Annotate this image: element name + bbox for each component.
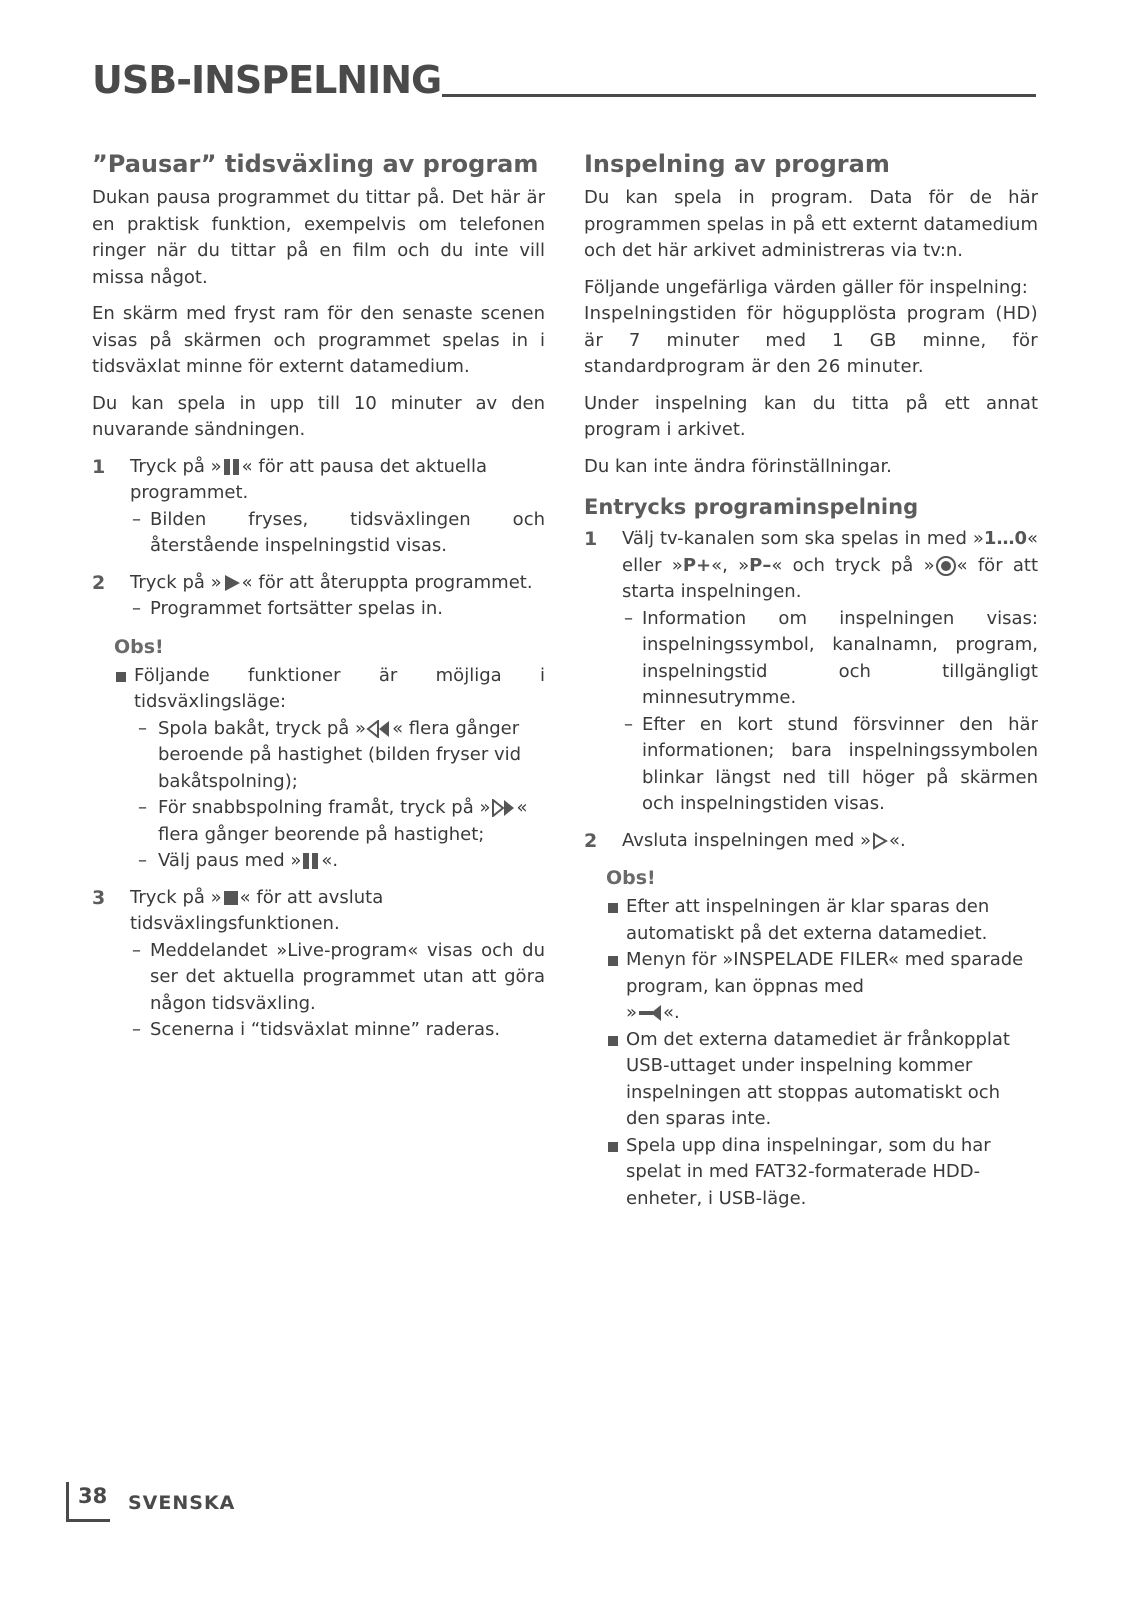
step-result-text: Bilden fryses, tidsväxlingen och återstående inspelningstid visas. <box>150 508 545 556</box>
bullet-square-icon <box>116 672 126 682</box>
step-text: Välj tv-kanalen som ska spelas in med » <box>622 528 984 549</box>
left-heading: ”Pausar” tidsväxling av program <box>92 150 539 178</box>
step-result: – Meddelandet »Live-program« visas och du ser det aktuella programmet utan att göra någon tidsväxling. <box>132 939 545 1014</box>
footer-bar <box>66 1519 110 1522</box>
step-text: «, » <box>711 554 750 576</box>
note-text: Följande funktioner är möjliga i tidsväxlingsläge: <box>134 664 545 712</box>
page-header <box>92 56 1036 104</box>
step-2-end-recording <box>584 828 1038 855</box>
note-heading: Obs! <box>606 867 656 889</box>
step-text: Tryck på » <box>130 455 222 477</box>
right-paragraph-3: Under inspelning kan du titta på ett annat program i arkivet. <box>584 392 1038 440</box>
footer-language: SVENSKA <box>128 1492 236 1514</box>
right-paragraph-1: Du kan spela in program. Data för de här programmen spelas in på ett externt datamedium och det här arkivet administreras via tv:n. <box>584 187 1038 261</box>
pause-icon <box>301 852 321 870</box>
note-sub-text: Välj paus med » <box>158 850 302 871</box>
note-sub-text: För snabbspolning framåt, tryck på » <box>158 797 491 818</box>
right-subheading: Entrycks programinspelning <box>584 495 919 519</box>
left-paragraph-1: Dukan pausa programmet du tittar på. Det här är en praktisk funktion, exempelvis om telefonen ringer när du tittar på en film och du inte vill missa något. <box>92 187 545 288</box>
play-icon <box>222 574 242 592</box>
note-text: Efter att inspelningen är klar sparas den automatiskt på det externa datamediet. <box>626 896 990 944</box>
note-bullet <box>606 894 1038 947</box>
step-text: « för att avsluta tidsväxlingsfunktionen. <box>130 886 384 934</box>
rewind-icon <box>366 720 392 738</box>
right-paragraph-4: Du kan inte ändra förinställningar. <box>584 455 892 477</box>
step-number: 2 <box>584 829 598 852</box>
key-channel-up: P+ <box>682 554 712 576</box>
step-1-pause <box>92 454 545 560</box>
note-sub-text: Spola bakåt, tryck på » <box>158 717 367 739</box>
step-text: « eller » <box>622 528 1038 576</box>
step-2-resume <box>92 570 545 623</box>
record-icon <box>935 555 957 577</box>
note-sub-rewind: – Spola bakåt, tryck på » « flera gånger beroende på hastighet (bilden fryser vid bakåtspolning); <box>138 717 522 792</box>
left-paragraph-3: Du kan spela in upp till 10 minuter av den nuvarande sändningen. <box>92 392 545 440</box>
step-3-stop <box>92 885 545 1044</box>
key-digits: 1…0 <box>983 528 1027 549</box>
right-column <box>584 148 1038 1212</box>
note-sub-pause: – Välj paus med » «. <box>138 850 339 871</box>
note-bullet <box>114 663 545 716</box>
back-arrow-icon <box>637 1004 663 1022</box>
play-outline-icon <box>871 832 889 850</box>
step-result: – Information om inspelningen visas: inspelningssymbol, kanalnamn, program, inspelningstid och tillgängligt minnesutrymme. <box>624 607 1038 708</box>
key-channel-down: P– <box>749 554 772 576</box>
right-heading: Inspelning av program <box>584 150 890 178</box>
step-text: « för att återuppta programmet. <box>241 571 533 593</box>
stop-icon <box>222 889 240 907</box>
bullet-square-icon <box>608 903 618 913</box>
header-rule <box>442 94 1036 97</box>
footer-bar <box>66 1482 69 1522</box>
step-result-text: Information om inspelningen visas: inspelningssymbol, kanalnamn, program, inspelningstid och tillgängligt minnesutrymme. <box>642 607 1038 708</box>
fast-forward-icon <box>490 799 516 817</box>
step-text: «. <box>889 829 906 851</box>
page-title: USB-INSPELNING <box>92 58 442 102</box>
step-text: « och tryck på » <box>771 554 935 576</box>
step-result-text: Efter en kort stund försvinner den här informationen; bara inspelningssymbolen blinkar längst ned till höger på skärmen och inspelningstiden visas. <box>642 713 1038 814</box>
note-text: «. <box>663 1002 680 1023</box>
note-heading: Obs! <box>114 635 164 658</box>
bullet-square-icon <box>608 1142 618 1152</box>
step-result: – Bilden fryses, tidsväxlingen och återstående inspelningstid visas. <box>132 508 545 556</box>
step-result: – Programmet fortsätter spelas in. <box>132 598 444 619</box>
step-text: « för att pausa det aktuella programmet. <box>130 455 488 503</box>
note-sub-text: « flera gånger beroende på hastighet (bilden fryser vid bakåtspolning); <box>158 717 522 792</box>
left-column <box>92 148 545 1054</box>
step-number: 3 <box>92 886 106 909</box>
note-sub-text: «. <box>321 850 339 871</box>
note-bullet <box>606 1133 1038 1213</box>
bullet-square-icon <box>608 956 618 966</box>
step-number: 2 <box>92 571 106 594</box>
step-result-text: Meddelandet »Live-program« visas och du ser det aktuella programmet utan att göra någon tidsväxling. <box>150 939 545 1014</box>
step-text: « för att starta inspelningen. <box>622 554 1038 602</box>
step-result-text: Programmet fortsätter spelas in. <box>150 598 444 619</box>
step-number: 1 <box>584 528 598 550</box>
note-bullet <box>606 947 1038 1027</box>
step-result: – Scenerna i “tidsväxlat minne” raderas. <box>132 1019 501 1040</box>
note-bullet <box>606 1027 1038 1133</box>
right-paragraph-2b: Inspelningstiden för högupplösta program (HD) är 7 minuter med 1 GB minne, för standardprogram är den 26 minuter. <box>584 303 1038 377</box>
right-paragraph-2a: Följande ungefärliga värden gäller för inspelning: <box>584 276 1028 298</box>
note-sub-text: « flera gånger beorende på hastighet; <box>158 797 528 845</box>
bullet-square-icon <box>608 1036 618 1046</box>
step-text: Avsluta inspelningen med » <box>622 829 872 851</box>
note-text: Spela upp dina inspelningar, som du har spelat in med FAT32-formaterade HDD-enheter, i USB-läge. <box>626 1134 991 1209</box>
note-sub-forward: – För snabbspolning framåt, tryck på » « flera gånger beorende på hastighet; <box>138 797 528 845</box>
page-number: 38 <box>78 1484 108 1508</box>
left-paragraph-2: En skärm med fryst ram för den senaste scenen visas på skärmen och programmet spelas in i tidsväxlat minne för externt datamedium. <box>92 303 545 377</box>
step-text: Tryck på » <box>130 886 222 908</box>
note-text: Menyn för »INSPELADE FILER« med sparade program, kan öppnas med <box>626 949 1024 997</box>
step-result-text: Scenerna i “tidsväxlat minne” raderas. <box>150 1019 501 1040</box>
step-1-record <box>584 526 1038 818</box>
step-text: Tryck på » <box>130 571 222 593</box>
pause-icon <box>222 458 242 476</box>
note-text: Om det externa datamediet är frånkopplat USB-uttaget under inspelning kommer inspelningen att stoppas automatiskt och den sparas inte. <box>626 1028 1010 1129</box>
step-number: 1 <box>92 455 106 478</box>
step-result: – Efter en kort stund försvinner den här informationen; bara inspelningssymbolen blinkar längst ned till höger på skärmen och inspelningstiden visas. <box>624 713 1038 814</box>
note-text: » <box>626 1002 638 1023</box>
